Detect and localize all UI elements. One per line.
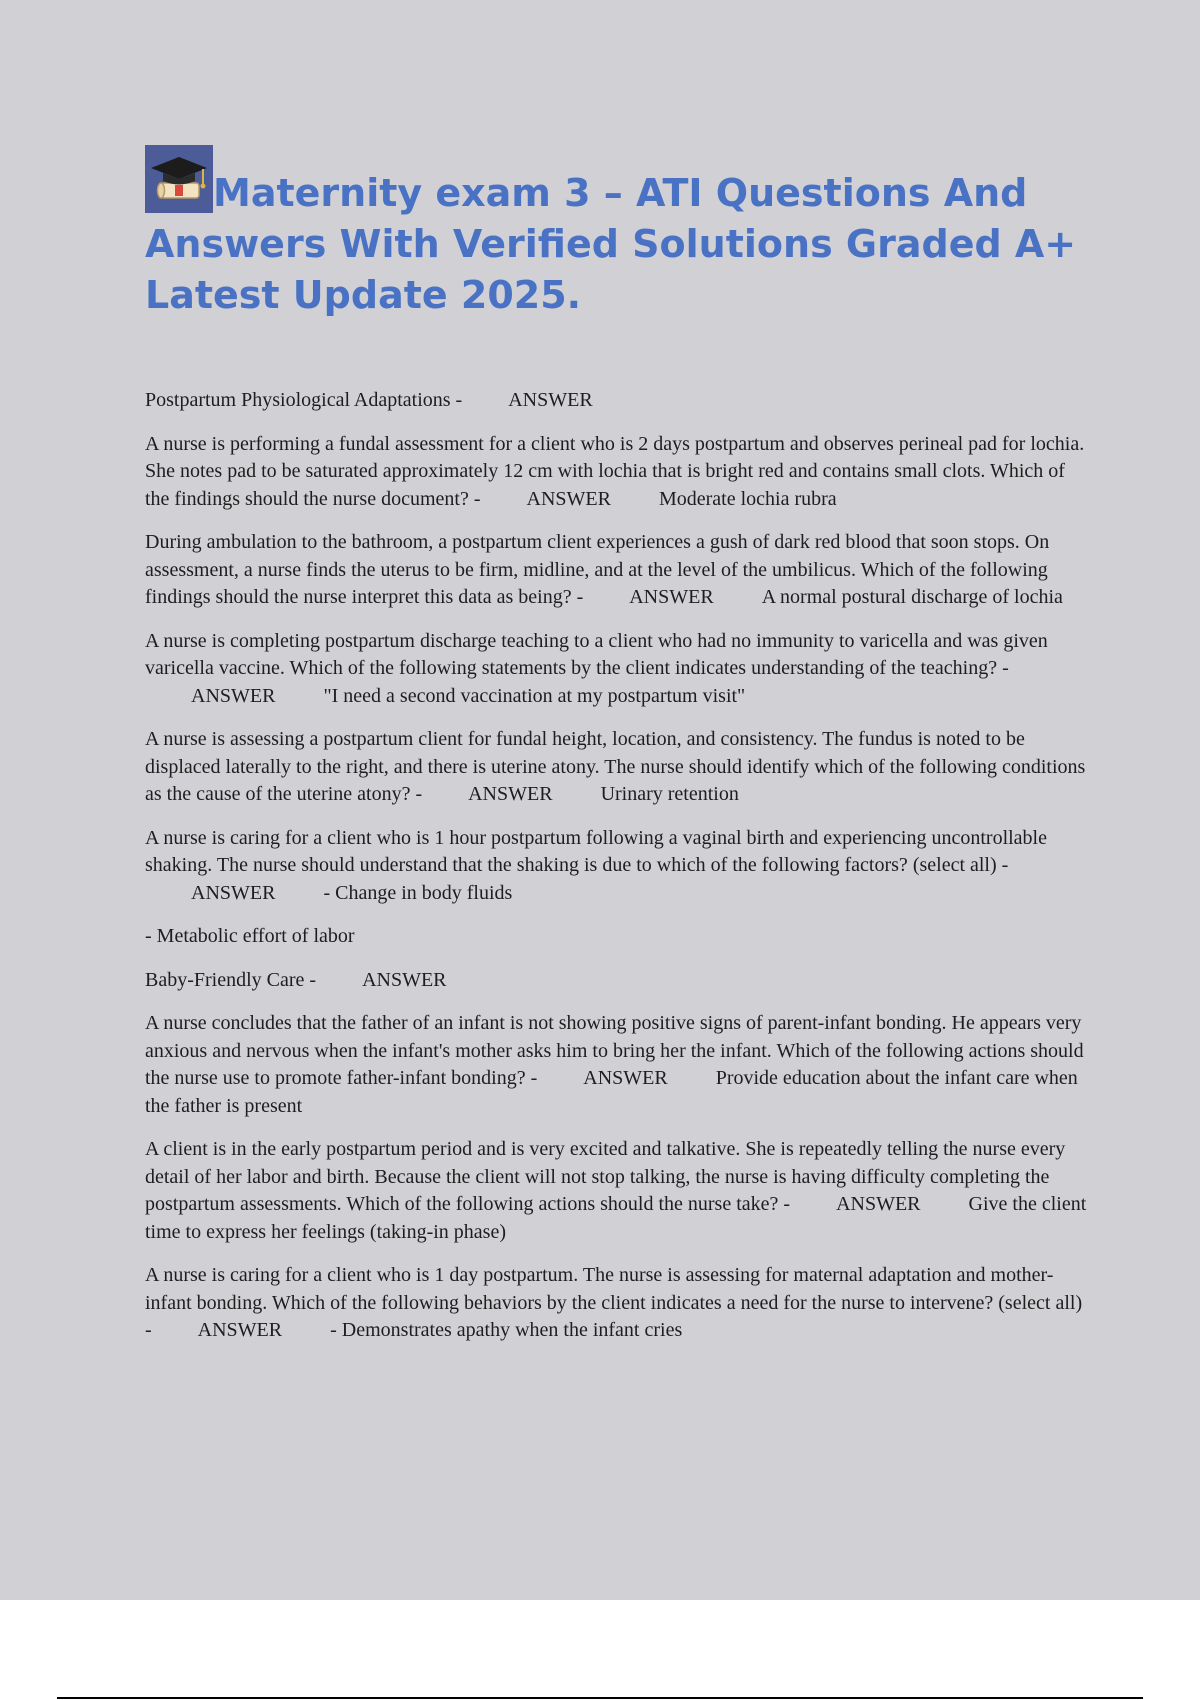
document-content: [145, 145, 1090, 1361]
qa-item: [145, 1136, 1090, 1246]
qa-item: [145, 726, 1090, 809]
question-text: A nurse is completing postpartum discharge teaching to a client who had no immunity to varicella and was given varicella vaccine. Which of the following statements by the client indicates understanding of the teaching? -: [145, 629, 1048, 679]
answer-text: Moderate lochia rubra: [658, 487, 837, 510]
answer-label: ANSWER: [836, 1193, 921, 1215]
answer-text: Urinary retention: [600, 783, 739, 805]
question-text: A nurse is caring for a client who is 1 hour postpartum following a vaginal birth and experiencing uncontrollable shaking. The nurse should understand that the shaking is due to which of the following factors? (select all) -: [145, 826, 1047, 876]
answer-label: ANSWER: [191, 684, 276, 707]
qa-item: [145, 1262, 1090, 1345]
document-title-block: [145, 145, 1090, 321]
answer-label: ANSWER: [508, 389, 593, 411]
answer-label: ANSWER: [629, 586, 714, 608]
answer-label: ANSWER: [468, 783, 553, 805]
qa-item: [145, 825, 1090, 908]
question-text: During ambulation to the bathroom, a postpartum client experiences a gush of dark red blood that soon stops. On assessment, a nurse finds the uterus to be firm, midline, and at the level of the umbilicus. Which of the following findings should the nurse interpret this data as being? -: [145, 531, 1050, 608]
qa-item: [145, 628, 1090, 711]
graduation-cap-icon: [145, 145, 213, 213]
answer-text: - Change in body fluids: [323, 881, 513, 904]
question-text: A nurse is performing a fundal assessment for a client who is 2 days postpartum and observes perineal pad for lochia. She notes pad to be saturated approximately 12 cm with lochia that is bright red and contains small clots. Which of the findings should the nurse document? -: [145, 432, 1085, 510]
question-text: A nurse is assessing a postpartum client for fundal height, location, and consistency. The fundus is noted to be displaced laterally to the right, and there is uterine atony. The nurse should identify which of the following conditions as the cause of the uterine atony? -: [145, 728, 1086, 805]
answer-text: "I need a second vaccination at my postpartum visit": [323, 684, 746, 707]
answer-continuation: - Metabolic effort of labor: [145, 925, 355, 947]
qa-item: [145, 387, 1090, 415]
answer-label: ANSWER: [191, 881, 276, 904]
qa-item: [145, 1010, 1090, 1120]
qa-item: [145, 431, 1090, 514]
answer-label: ANSWER: [526, 487, 611, 510]
question-text: A nurse is caring for a client who is 1 day postpartum. The nurse is assessing for maternal adaptation and mother-infant bonding. Which of the following behaviors by the client indicates a need for the nurse to intervene? (select all) -: [145, 1264, 1083, 1341]
answer-text: A normal postural discharge of lochia: [761, 586, 1063, 608]
answer-text: Provide education about the infant care when the father is present: [145, 1067, 1078, 1117]
qa-item: [145, 967, 1090, 995]
qa-list: [145, 387, 1090, 1345]
question-text: A client is in the early postpartum period and is very excited and talkative. She is repeatedly telling the nurse every detail of her labor and birth. Because the client will not stop talking, the nurse is having difficulty completing the postpartum assessments. Which of the following actions should the nurse take? -: [145, 1138, 1066, 1215]
footer-divider: [57, 1697, 1143, 1699]
document-title: Maternity exam 3 – ATI Questions And Answers With Verified Solutions Graded A+ Latest Update 2025.: [145, 171, 1077, 317]
question-text: Postpartum Physiological Adaptations -: [145, 389, 463, 411]
question-text: A nurse concludes that the father of an infant is not showing positive signs of parent-infant bonding. He appears very anxious and nervous when the infant's mother asks him to bring her the infant. Which of the following actions should the nurse use to promote father-infant bonding? -: [145, 1012, 1084, 1089]
question-text: Baby-Friendly Care -: [145, 968, 317, 991]
answer-text: - Demonstrates apathy when the infant cries: [330, 1319, 683, 1341]
answer-text: Give the client time to express her feelings (taking-in phase): [145, 1193, 1087, 1243]
answer-label: ANSWER: [583, 1067, 668, 1089]
qa-item: [145, 529, 1090, 612]
answer-label: ANSWER: [197, 1319, 283, 1341]
answer-label: ANSWER: [362, 968, 447, 991]
